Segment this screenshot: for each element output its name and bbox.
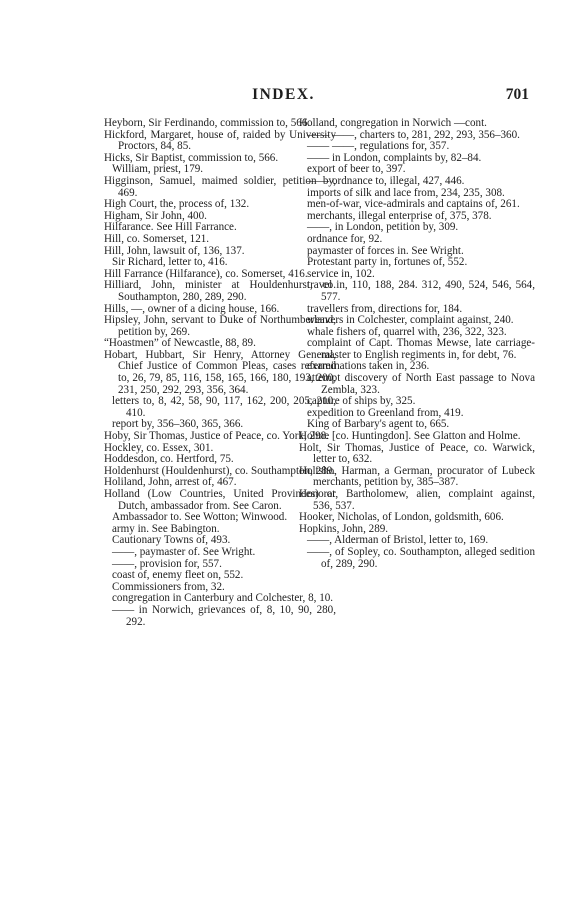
index-entry: High Court, the, process of, 132. xyxy=(104,198,250,211)
index-subentry: whale fishers of, quarrel with, 236, 322, 323. xyxy=(307,325,507,338)
index-subentry: —— ordnance to, illegal, 427, 446. xyxy=(307,174,465,187)
index-subentry: examinations taken in, 236. xyxy=(307,360,430,373)
index-subentry: report by, 356–360, 365, 366. xyxy=(112,418,244,431)
index-entry: Hoby, Sir Thomas, Justice of Peace, co. York, 298. xyxy=(104,430,329,443)
index-column-right xyxy=(299,118,535,570)
index-subentry: ——, Alderman of Bristol, letter to, 169. xyxy=(307,534,489,547)
index-subentry: travel in, 110, 188, 284. 312, 490, 524, 546, 564, 577. xyxy=(307,279,535,303)
index-entry: “Hoastmen” of Newcastle, 88, 89. xyxy=(104,337,256,350)
index-subentry: —— ——, charters to, 281, 292, 293, 356–360. xyxy=(307,128,520,141)
index-subentry: men-of-war, vice-admirals and captains of, 261. xyxy=(307,198,520,211)
index-subentry: weavers in Colchester, complaint against, 240. xyxy=(307,314,514,327)
index-subentry: ——, provision for, 557. xyxy=(112,557,222,570)
index-subentry: complaint of Capt. Thomas Mewse, late carriage-master to English regiments in, for debt, 76. xyxy=(307,337,535,361)
index-subentry: —— in Norwich, grievances of, 8, 10, 90, 280, 292. xyxy=(112,603,336,628)
index-entry: Heyborn, Sir Ferdinando, commission to, 566. xyxy=(104,117,311,129)
index-subentry: coast of, enemy fleet on, 552. xyxy=(112,569,244,582)
index-subentry: expedition to Greenland from, 419. xyxy=(307,406,464,419)
index-subentry: army in. See Babington. xyxy=(112,522,220,535)
index-entry: Honorat, Bartholomew, alien, complaint against, 536, 537. xyxy=(299,488,535,512)
index-subentry: service in, 102. xyxy=(307,267,375,280)
index-subentry: —— ——, regulations for, 357. xyxy=(307,140,450,153)
index-entry: Hooker, Nicholas, of London, goldsmith, 606. xyxy=(299,511,504,524)
index-entry: Holme [co. Huntingdon]. See Glatton and Holme. xyxy=(299,430,521,443)
index-subentry: —— in London, complaints by, 82–84. xyxy=(307,151,482,164)
index-subentry: Protestant party in, fortunes of, 552. xyxy=(307,256,468,269)
index-subentry: Sir Richard, letter to, 416. xyxy=(112,256,228,269)
index-entry: Hoddesdon, co. Hertford, 75. xyxy=(104,453,234,466)
index-subentry: travellers from, directions for, 184. xyxy=(307,302,463,315)
index-subentry: capture of ships by, 325. xyxy=(307,395,416,408)
index-entry: Hobart, Hubbart, Sir Henry, Attorney General, Chief Justice of Common Pleas, cases referred to, 26, 79, 85, 116, 158, 165, 166, 180, 193, 200, 231, 250, 292, 293, 356, 364. xyxy=(104,348,336,396)
index-entry: Holt, Sir Thomas, Justice of Peace, co. Warwick, letter to, 632. xyxy=(299,441,535,466)
index-subentry: ——, of Sopley, co. Southampton, alleged sedition of, 289, 290. xyxy=(307,545,535,570)
index-entry: Hill, John, lawsuit of, 136, 137. xyxy=(104,244,245,257)
index-subentry: congregation in Canterbury and Colchester, 8, 10. xyxy=(112,592,334,605)
index-entry: Holtsho, Harman, a German, procurator of Lubeck merchants, petition by, 385–387. xyxy=(299,464,535,489)
index-entry: Hills, —, owner of a dicing house, 166. xyxy=(104,302,280,315)
index-subentry: attempt discovery of North East passage to Nova Zembla, 323. xyxy=(307,372,535,396)
index-entry: Hockley, co. Essex, 301. xyxy=(104,441,214,454)
index-subentry: Commissioners from, 32. xyxy=(112,580,225,593)
index-entry: Holland (Low Countries, United Provinces) or Dutch, ambassador from. See Caron. xyxy=(104,488,336,512)
index-subentry: paymaster of forces in. See Wright. xyxy=(307,244,464,257)
index-entry: Higham, Sir John, 400. xyxy=(104,209,207,222)
index-entry: Hill Farrance (Hilfarance), co. Somerset, 416. xyxy=(104,267,308,280)
index-subentry: Ambassador to. See Wotton; Winwood. xyxy=(112,511,288,524)
index-subentry: merchants, illegal enterprise of, 375, 378. xyxy=(307,209,492,222)
index-entry: Hilfarance. See Hill Farrance. xyxy=(104,221,237,234)
index-subentry: imports of silk and lace from, 234, 235, 308. xyxy=(307,186,505,199)
index-subentry: ordnance for, 92. xyxy=(307,232,383,245)
index-subentry: ——, paymaster of. See Wright. xyxy=(112,545,256,558)
index-subentry: William, priest, 179. xyxy=(112,163,204,176)
index-entry: Holdenhurst (Houldenhurst), co. Southampton, 289. xyxy=(104,464,336,477)
index-entry: Holland, congregation in Norwich —cont. xyxy=(299,117,487,129)
index-entry: Hilliard, John, minister at Houldenhurst, co. Southampton, 280, 289, 290. xyxy=(104,279,336,303)
index-entry: Hipsley, John, servant to Duke of Northumberland, petition by, 269. xyxy=(104,314,336,338)
index-subentry: Cautionary Towns of, 493. xyxy=(112,534,231,547)
index-entry: Hicks, Sir Baptist, commission to, 566. xyxy=(104,151,279,164)
index-subentry: King of Barbary's agent to, 665. xyxy=(307,418,450,431)
index-subentry: export of beer to, 397. xyxy=(307,163,406,176)
index-entry: Holiland, John, arrest of, 467. xyxy=(104,476,237,489)
index-entry: Hill, co. Somerset, 121. xyxy=(104,232,210,245)
page-title: INDEX. xyxy=(252,86,315,103)
index-entry: Hickford, Margaret, house of, raided by University Proctors, 84, 85. xyxy=(104,128,336,153)
index-entry: Hopkins, John, 289. xyxy=(299,522,389,535)
index-entry: Higginson, Samuel, maimed soldier, petition by, 469. xyxy=(104,174,336,199)
page-number: 701 xyxy=(505,86,529,103)
index-subentry: ——, in London, petition by, 309. xyxy=(307,221,459,234)
index-subentry: letters to, 8, 42, 58, 90, 117, 162, 200, 205, 210, 410. xyxy=(112,395,336,419)
